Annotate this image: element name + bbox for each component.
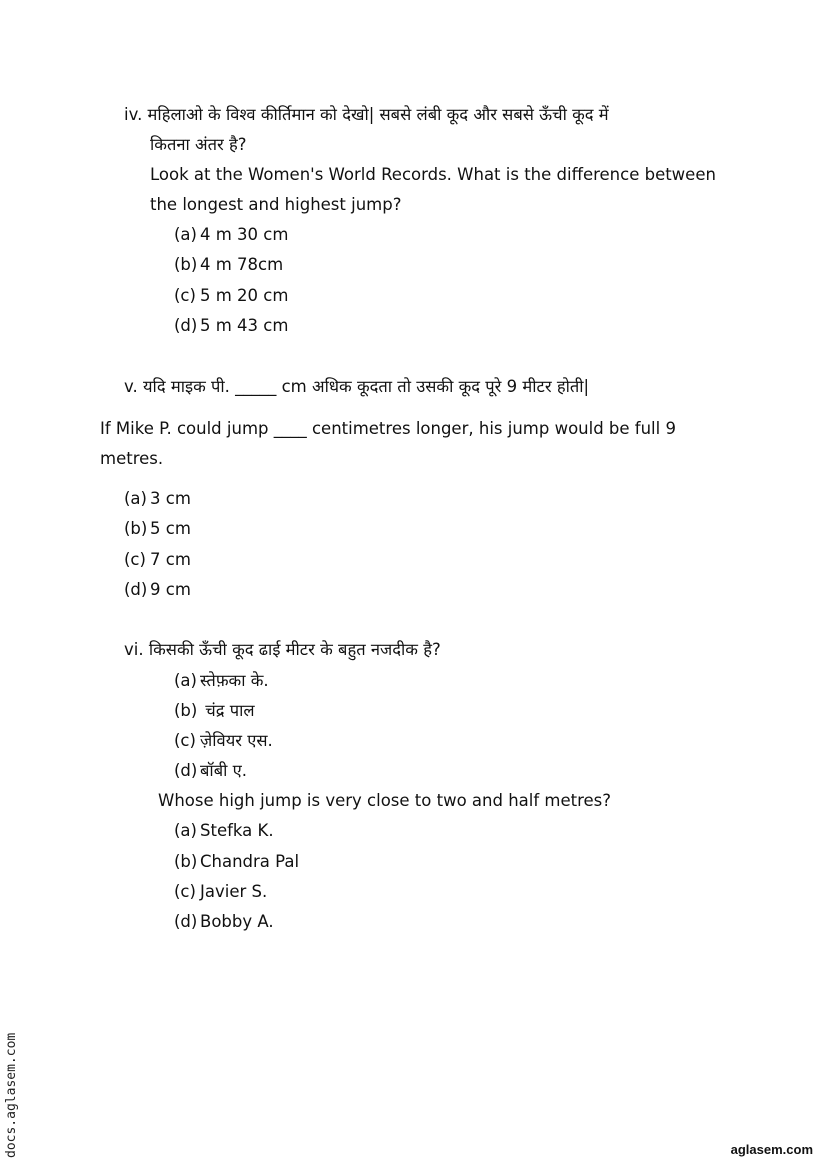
q6-option [174,911,274,933]
option-label: (c) [124,550,146,569]
q5-english-line1: If Mike P. could jump ____ centimetres longer, his jump would be full 9 [100,419,676,438]
q6-hindi-option [174,670,269,692]
option-label: (c) [174,286,196,305]
option-text: 5 cm [150,519,191,538]
q5-option [124,488,191,510]
option-label: (a) [124,489,147,508]
option-text: चंद्र पाल [200,701,255,720]
option-label: (b) [174,701,198,720]
option-text: 3 cm [150,489,191,508]
option-label: (a) [174,671,197,690]
q4-english-line1: Look at the Women's World Records. What is the difference between [150,165,716,184]
q5-option [124,549,191,571]
option-label: (b) [174,255,198,274]
q5-option [124,579,191,601]
option-text: Chandra Pal [200,852,300,871]
option-label: (d) [174,912,198,931]
side-watermark: docs.aglasem.com [4,1032,19,1158]
q4-hindi-line1: iv. महिलाओ के विश्व कीर्तिमान को देखो| सबसे लंबी कूद और सबसे ऊँची कूद में [124,105,609,124]
q6-hindi-option [174,700,255,722]
option-text: Bobby A. [200,912,274,931]
footer-brand: aglasem.com [730,1142,813,1157]
q5-option [124,518,191,540]
option-text: 7 cm [150,550,191,569]
q6-hindi-option [174,760,247,782]
q6-english: Whose high jump is very close to two and half metres? [158,791,612,810]
option-label: (c) [174,882,196,901]
option-text: 4 m 78cm [200,255,284,274]
option-label: (a) [174,225,197,244]
q6-option [174,851,299,873]
option-text: Stefka K. [200,821,274,840]
option-label: (b) [124,519,148,538]
option-label: (d) [124,580,148,599]
q5-english-line2: metres. [100,449,164,468]
option-text: 4 m 30 cm [200,225,289,244]
option-text: 9 cm [150,580,191,599]
option-label: (c) [174,731,196,750]
q6-option [174,881,267,903]
q6-option [174,820,274,842]
q6-hindi: vi. किसकी ऊँची कूद ढाई मीटर के बहुत नजदीक है? [124,640,441,659]
option-label: (b) [174,852,198,871]
option-text: Javier S. [200,882,268,901]
q4-option [174,224,288,246]
q4-option [174,285,288,307]
option-label: (d) [174,316,198,335]
q4-option [174,254,283,276]
option-text: बॉबी ए. [200,761,248,780]
option-text: ज़ेवियर एस. [200,731,273,750]
option-label: (d) [174,761,198,780]
q4-hindi-line2: कितना अंतर है? [150,135,247,154]
option-text: स्तेफ़का के. [200,671,269,690]
q4-option [174,315,288,337]
q5-hindi: v. यदि माइक पी. _____ cm अधिक कूदता तो उसकी कूद पूरे 9 मीटर होती| [124,377,590,396]
option-text: 5 m 43 cm [200,316,289,335]
q6-hindi-option [174,730,273,752]
option-label: (a) [174,821,197,840]
q4-english-line2: the longest and highest jump? [150,195,402,214]
option-text: 5 m 20 cm [200,286,289,305]
